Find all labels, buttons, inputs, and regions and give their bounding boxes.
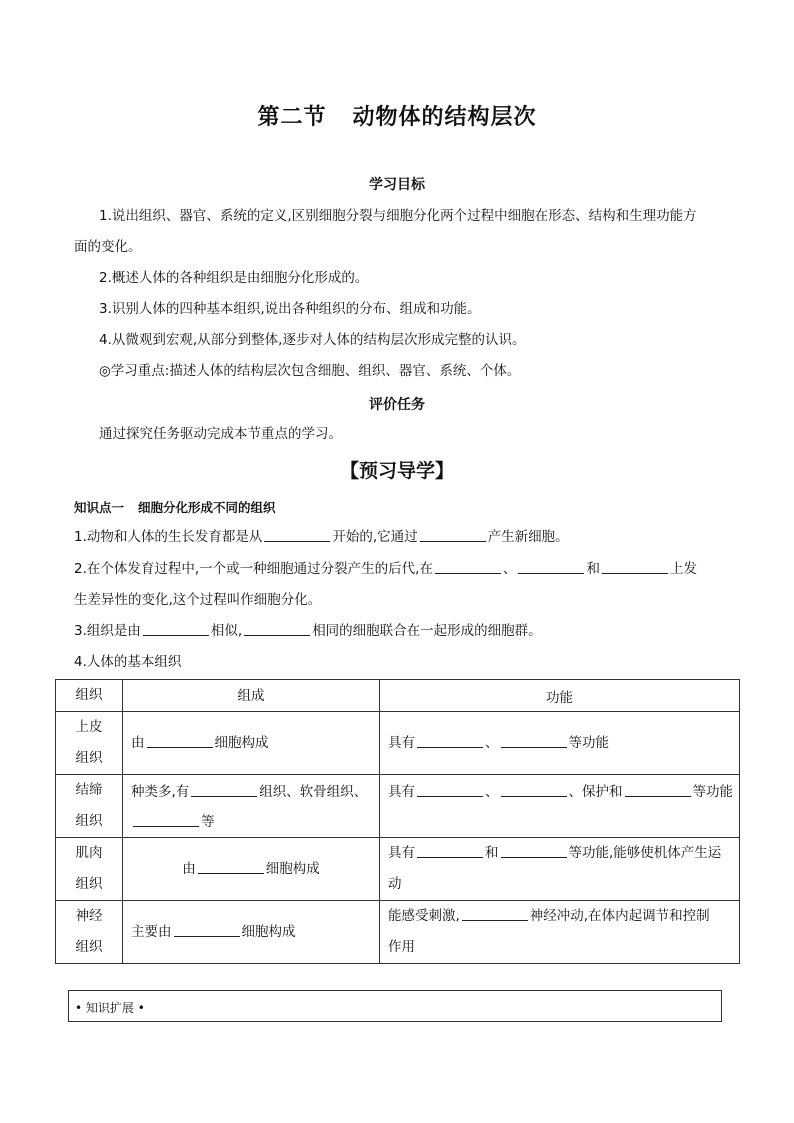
answer-blank[interactable]	[417, 843, 483, 858]
knowledge-point-heading	[74, 498, 276, 516]
answer-blank[interactable]	[143, 621, 209, 636]
objective-3: 3.识别人体的四种基本组织,说出各种组织的分布、组成和功能。	[99, 301, 481, 317]
question-2: 2.在个体发育过程中,一个或一种细胞通过分裂产生的后代,在 、 和 上发	[74, 561, 697, 577]
answer-blank[interactable]	[501, 782, 567, 797]
objective-2: 2.概述人体的各种组织是由细胞分化形成的。	[99, 270, 369, 286]
table-row	[56, 775, 740, 838]
answer-blank[interactable]	[244, 621, 310, 636]
answer-blank[interactable]	[174, 922, 240, 937]
answer-blank[interactable]	[417, 733, 483, 748]
question-4: 4.人体的基本组织	[74, 654, 182, 670]
tissue-name: 上皮 组织	[56, 712, 123, 775]
key-point: ◎学习重点:描述人体的结构层次包含细胞、组织、器官、系统、个体。	[99, 363, 521, 379]
tissue-function: 具有 和 等功能,能够使机体产生运 动	[380, 838, 740, 901]
answer-blank[interactable]	[198, 859, 264, 874]
evaluation-text: 通过探究任务驱动完成本节重点的学习。	[99, 426, 342, 442]
answer-blank[interactable]	[191, 782, 257, 797]
objective-1: 1.说出组织、器官、系统的定义,区别细胞分裂与细胞分化两个过程中细胞在形态、结构和生理功能方	[99, 208, 697, 224]
section-number: 第二节	[257, 104, 327, 130]
question-1: 1.动物和人体的生长发育都是从 开始的,它通过 产生新细胞。	[74, 529, 569, 545]
question-3: 3.组织是由 相似, 相同的细胞联合在一起形成的细胞群。	[74, 623, 542, 639]
answer-blank[interactable]	[420, 527, 486, 542]
tissue-function: 具有 、 等功能	[380, 712, 740, 775]
question-2-cont: 生差异性的变化,这个过程叫作细胞分化。	[74, 592, 322, 608]
answer-blank[interactable]	[435, 559, 501, 574]
tissue-table	[55, 679, 740, 964]
table-row	[56, 838, 740, 901]
tissue-name: 结缔 组织	[56, 775, 123, 838]
tissue-name: 肌肉 组织	[56, 838, 123, 901]
table-row	[56, 712, 740, 775]
header-function: 功能	[380, 680, 740, 712]
header-composition: 组成	[123, 680, 380, 712]
answer-blank[interactable]	[417, 782, 483, 797]
knowledge-point-topic: 细胞分化形成不同的组织	[138, 500, 276, 515]
objective-4: 4.从微观到宏观,从部分到整体,逐步对人体的结构层次形成完整的认识。	[99, 332, 526, 348]
answer-blank[interactable]	[501, 843, 567, 858]
tissue-composition: 种类多,有 组织、软骨组织、 等	[123, 775, 380, 838]
tissue-composition: 由 细胞构成	[123, 838, 380, 901]
answer-blank[interactable]	[147, 733, 213, 748]
page-title	[0, 100, 794, 131]
section-name: 动物体的结构层次	[352, 104, 537, 130]
table-header-row	[56, 680, 740, 712]
objectives-heading: 学习目标	[369, 177, 425, 193]
tissue-name: 神经 组织	[56, 901, 123, 964]
answer-blank[interactable]	[501, 733, 567, 748]
answer-blank[interactable]	[264, 527, 330, 542]
answer-blank[interactable]	[518, 559, 584, 574]
knowledge-extension-label: • 知识扩展 •	[75, 1001, 145, 1015]
tissue-function: 能感受刺激, 神经冲动,在体内起调节和控制 作用	[380, 901, 740, 964]
evaluation-heading: 评价任务	[369, 397, 425, 413]
knowledge-point-label: 知识点一	[74, 500, 125, 515]
answer-blank[interactable]	[625, 782, 691, 797]
tissue-composition: 主要由 细胞构成	[123, 901, 380, 964]
header-tissue: 组织	[56, 680, 123, 712]
tissue-function: 具有 、 、保护和 等功能	[380, 775, 740, 838]
answer-blank[interactable]	[133, 812, 199, 827]
answer-blank[interactable]	[602, 559, 668, 574]
tissue-composition: 由 细胞构成	[123, 712, 380, 775]
table-row	[56, 901, 740, 964]
objective-1-cont: 面的变化。	[74, 239, 142, 255]
knowledge-extension-box	[68, 990, 722, 1022]
preview-banner: 【预习导学】	[339, 460, 454, 482]
answer-blank[interactable]	[462, 906, 528, 921]
